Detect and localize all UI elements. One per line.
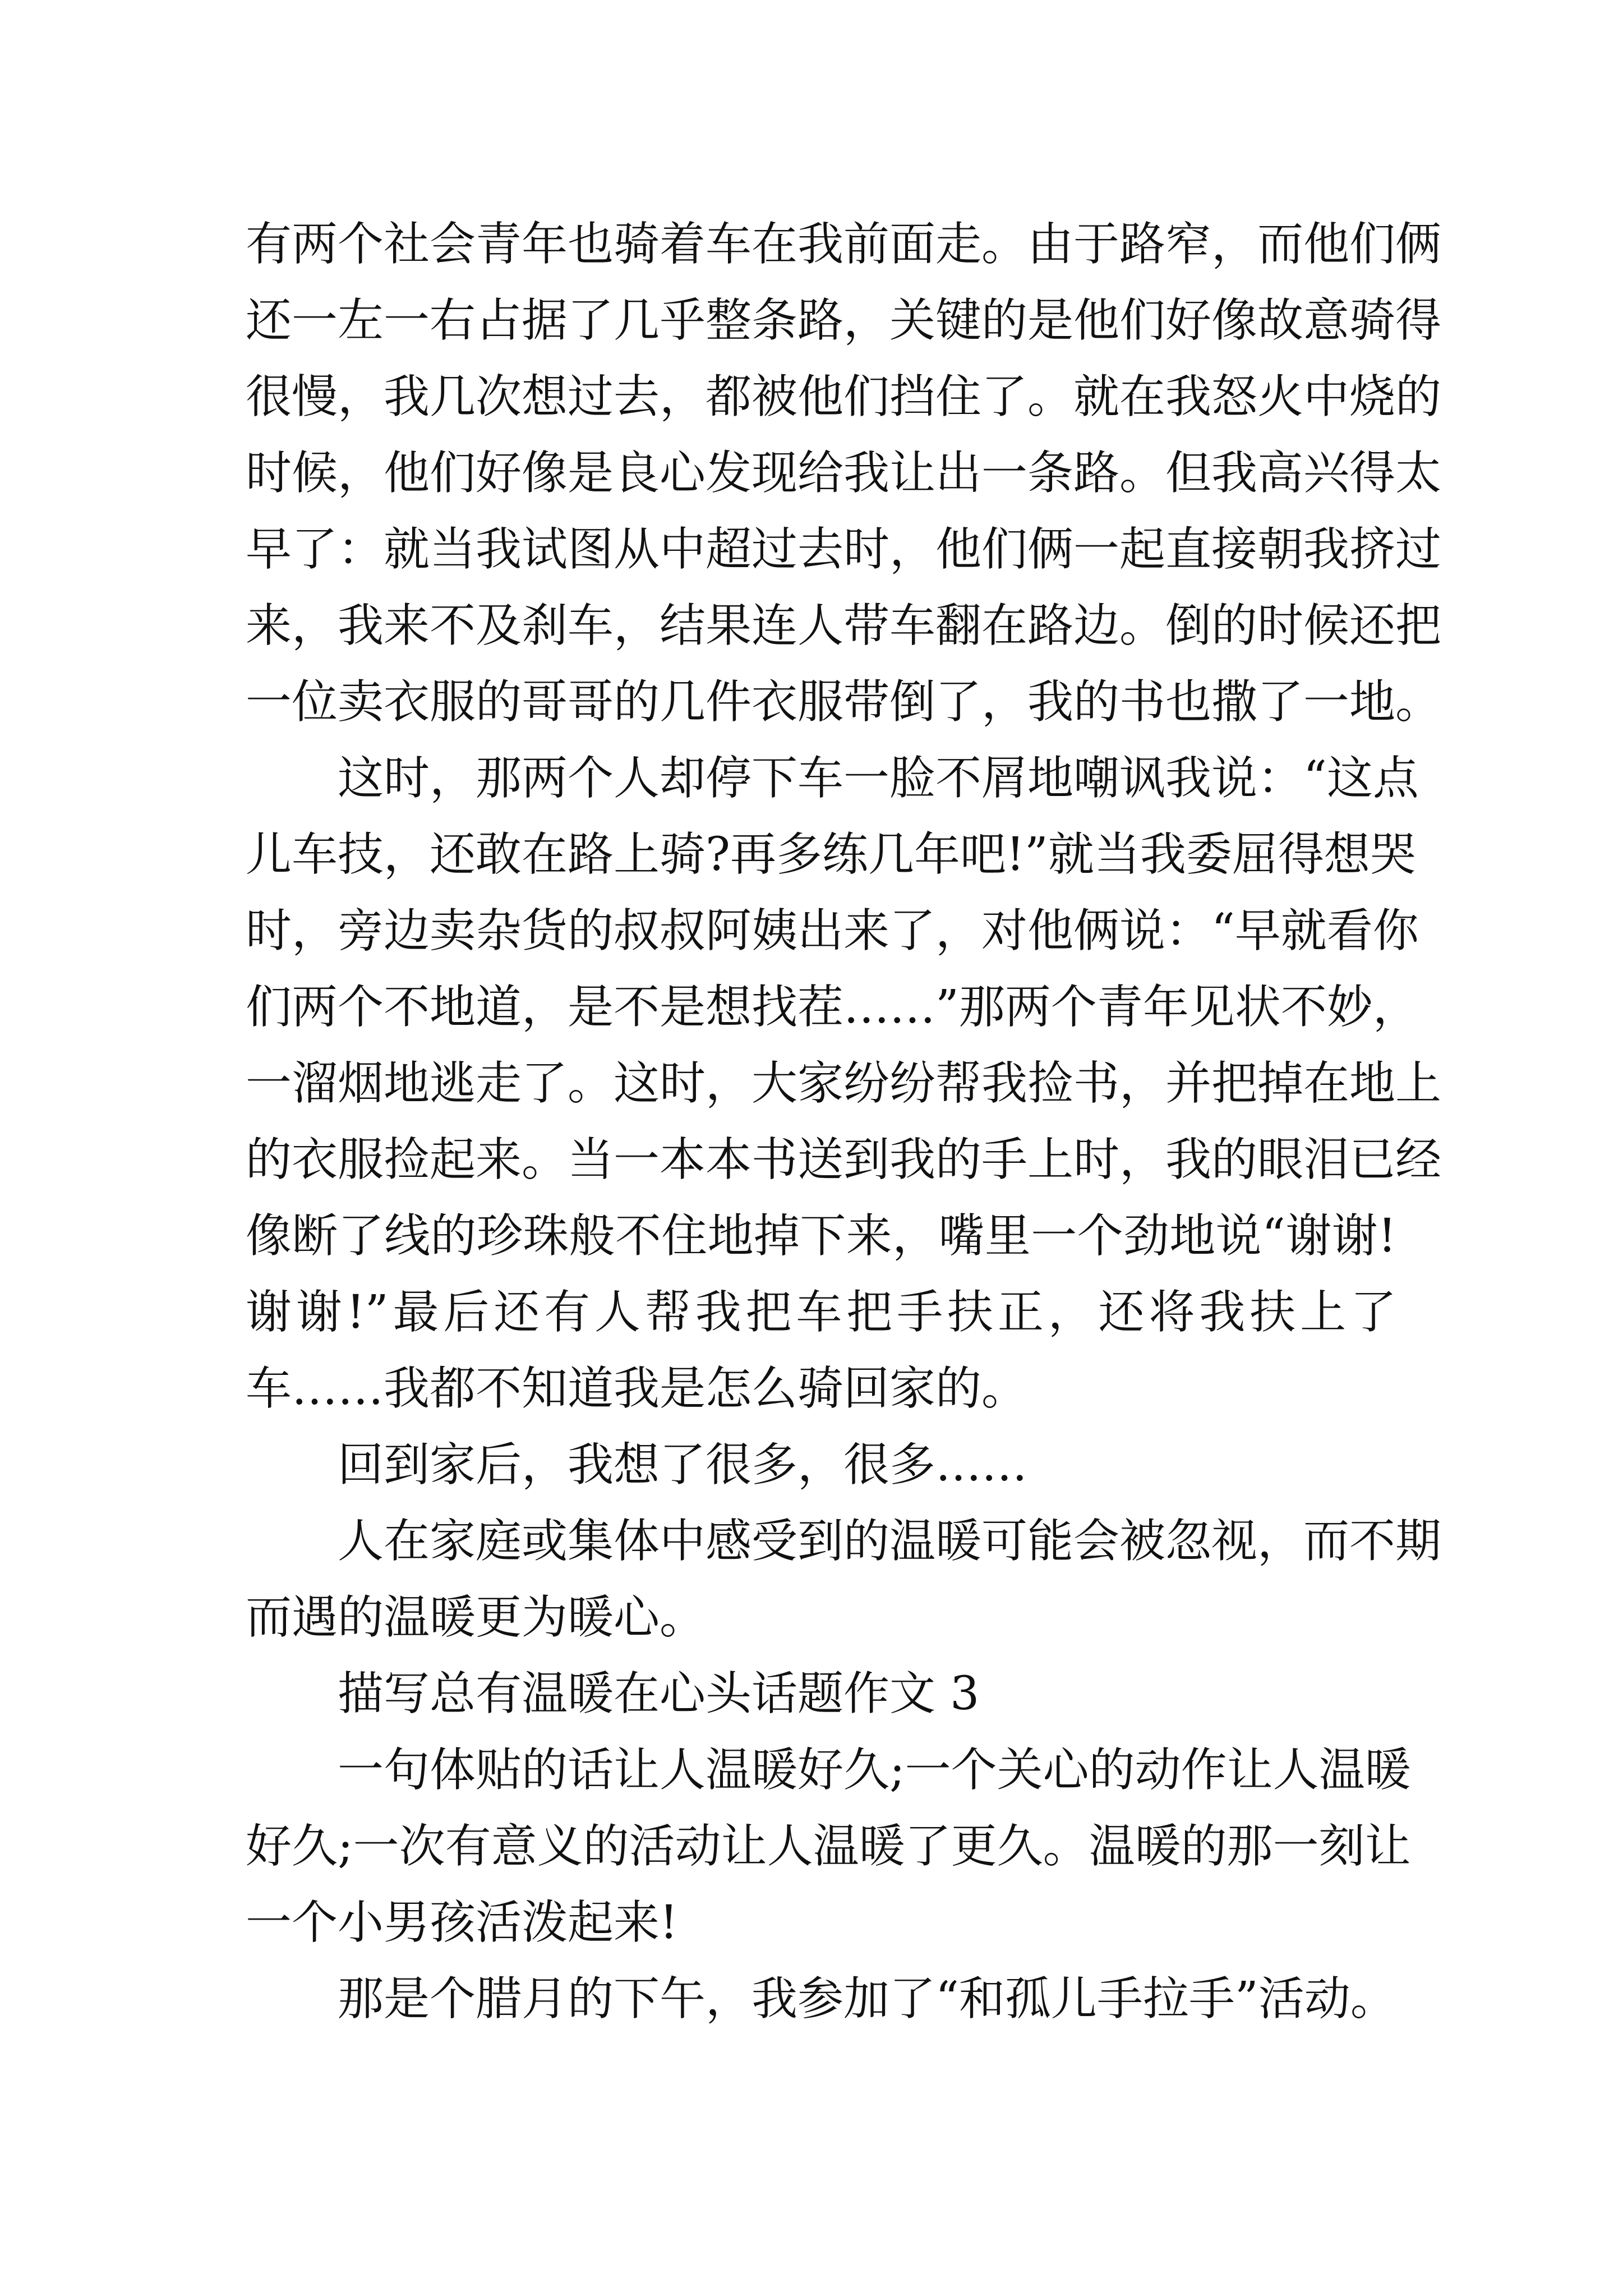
text-line: 早了：就当我试图从中超过去时，他们俩一起直接朝我挤过	[246, 523, 1442, 576]
text-line: 很慢，我几次想过去，都被他们挡住了。就在我怒火中烧的	[246, 370, 1442, 424]
paragraph	[246, 1732, 1411, 1961]
text-line: 有两个社会青年也骑着车在我前面走。由于路窄，而他们俩	[246, 218, 1442, 271]
text-line: 人在家庭或集体中感受到的温暖可能会被忽视，而不期	[338, 1515, 1442, 1568]
text-line: 那是个腊月的下午，我参加了“和孤儿手拉手”活动。	[338, 1972, 1396, 2026]
text-line: 车……我都不知道我是怎么骑回家的。	[246, 1362, 1028, 1415]
paragraph	[246, 1961, 1396, 2037]
text-line: 这时，那两个人却停下车一脸不屑地嘲讽我说：“这点	[338, 752, 1419, 805]
paragraph	[246, 206, 1442, 740]
document-body	[246, 206, 1442, 2037]
text-line: 描写总有温暖在心头话题作文 3	[338, 1667, 980, 1720]
text-line: 好久;一次有意义的活动让人温暖了更久。温暖的那一刻让	[246, 1820, 1411, 1873]
text-line: 回到家后，我想了很多，很多……	[338, 1438, 1028, 1492]
text-line: 而遇的温暖更为暖心。	[246, 1591, 706, 1644]
paragraph	[246, 1656, 1396, 1732]
text-line: 一位卖衣服的哥哥的几件衣服带倒了，我的书也撒了一地。	[246, 675, 1442, 729]
text-line: 还一左一右占据了几乎整条路，关键的是他们好像故意骑得	[246, 294, 1442, 347]
text-line: 的衣服捡起来。当一本本书送到我的手上时，我的眼泪已经	[246, 1133, 1442, 1186]
text-line: 来，我来不及刹车，结果连人带车翻在路边。倒的时候还把	[246, 599, 1442, 652]
paragraph	[246, 1503, 1442, 1656]
text-line: 们两个不地道，是不是想找茬……”那两个青年见状不妙，	[246, 981, 1419, 1034]
text-line: 一个小男孩活泼起来!	[246, 1896, 678, 1949]
paragraph	[246, 740, 1442, 1427]
text-line: 一溜烟地逃走了。这时，大家纷纷帮我捡书，并把掉在地上	[246, 1057, 1442, 1110]
text-line: 时，旁边卖杂货的叔叔阿姨出来了，对他俩说：“早就看你	[246, 904, 1419, 958]
text-line: 像断了线的珍珠般不住地掉下来，嘴里一个劲地说“谢谢!	[246, 1209, 1396, 1263]
paragraph	[246, 1427, 1396, 1503]
text-line: 一句体贴的话让人温暖好久;一个关心的动作让人温暖	[338, 1743, 1411, 1797]
text-line: 儿车技，还敢在路上骑?再多练几年吧!”就当我委屈得想哭	[246, 828, 1416, 881]
text-line: 时候，他们好像是良心发现给我让出一条路。但我高兴得太	[246, 447, 1442, 500]
text-line: 谢谢!”最后还有人帮我把车把手扶正，还将我扶上了	[246, 1286, 1396, 1339]
